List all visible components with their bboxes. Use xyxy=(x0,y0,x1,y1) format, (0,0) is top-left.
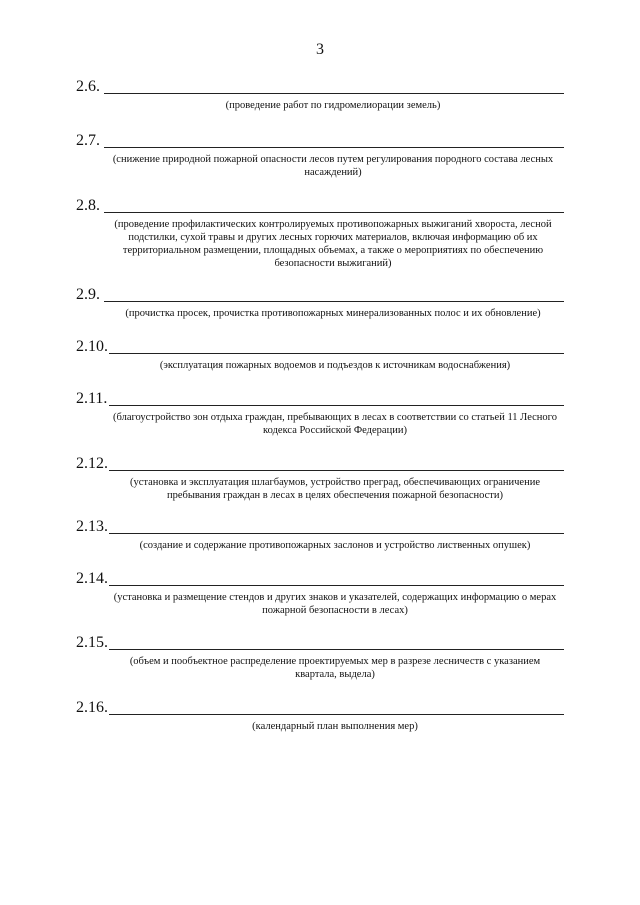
item-caption: (снижение природной пожарной опасности лесов путем регулирования породного состава лесных насаждений) xyxy=(112,154,554,178)
form-item-2-9 xyxy=(76,284,564,320)
item-caption: (проведение работ по гидромелиорации земель) xyxy=(225,100,441,111)
item-caption: (прочистка просек, прочистка противопожарных минерализованных полос и их обновление) xyxy=(125,308,541,319)
item-number: 2.7. xyxy=(76,132,100,149)
item-number: 2.16. xyxy=(76,699,108,716)
fill-in-line[interactable] xyxy=(104,93,564,94)
item-number: 2.15. xyxy=(76,634,108,651)
fill-in-line[interactable] xyxy=(109,714,564,715)
fill-in-line[interactable] xyxy=(109,585,564,586)
form-item-2-11 xyxy=(76,388,564,437)
item-number: 2.12. xyxy=(76,455,108,472)
item-caption: (объем и пообъектное распределение проектируемых мер в разрезе лесничеств с указанием квартала, выдела) xyxy=(129,656,541,680)
item-caption: (календарный план выполнения мер) xyxy=(252,721,418,732)
fill-in-line[interactable] xyxy=(109,649,564,650)
item-caption: (установка и эксплуатация шлагбаумов, устройство преград, обеспечивающих ограничение пребывания граждан в лесах в целях обеспечения пожарной безопасности) xyxy=(130,477,540,501)
item-number: 2.9. xyxy=(76,286,100,303)
fill-in-line[interactable] xyxy=(109,470,564,471)
form-item-2-6 xyxy=(76,76,564,112)
item-number: 2.14. xyxy=(76,570,108,587)
item-caption: (установка и размещение стендов и других знаков и указателей, содержащих информацию о мерах пожарной безопасности в лесах) xyxy=(113,592,557,616)
fill-in-line[interactable] xyxy=(109,533,564,534)
form-item-2-16 xyxy=(76,697,564,733)
form-item-2-12 xyxy=(76,453,564,502)
fill-in-line[interactable] xyxy=(109,353,564,354)
form-item-2-13 xyxy=(76,516,564,552)
item-caption: (создание и содержание противопожарных заслонов и устройство лиственных опушек) xyxy=(139,540,531,551)
item-number: 2.8. xyxy=(76,197,100,214)
item-number: 2.6. xyxy=(76,78,100,95)
form-item-2-8 xyxy=(76,195,564,270)
item-number: 2.11. xyxy=(76,390,108,407)
item-number: 2.10. xyxy=(76,338,108,355)
item-caption: (эксплуатация пожарных водоемов и подъездов к источникам водоснабжения) xyxy=(159,360,511,371)
item-caption: (проведение профилактических контролируемых противопожарных выжиганий хвороста, лесной подстилки, сухой травы и других лесных горючих материалов, включая информацию об их территориальном размещении, площадных объемах, а также о мероприятиях по обеспечению безопасности выжиганий) xyxy=(114,219,552,269)
form-item-2-14 xyxy=(76,568,564,617)
form-item-2-15 xyxy=(76,632,564,681)
item-caption: (благоустройство зон отдыха граждан, пребывающих в лесах в соответствии со статьей 11 Лесного кодекса Российской Федерации) xyxy=(113,412,557,436)
form-item-2-10 xyxy=(76,336,564,372)
fill-in-line[interactable] xyxy=(104,301,564,302)
fill-in-line[interactable] xyxy=(109,405,564,406)
fill-in-line[interactable] xyxy=(104,212,564,213)
form-item-2-7 xyxy=(76,130,564,179)
item-number: 2.13. xyxy=(76,518,108,535)
fill-in-line[interactable] xyxy=(104,147,564,148)
page-number: 3 xyxy=(316,41,324,58)
